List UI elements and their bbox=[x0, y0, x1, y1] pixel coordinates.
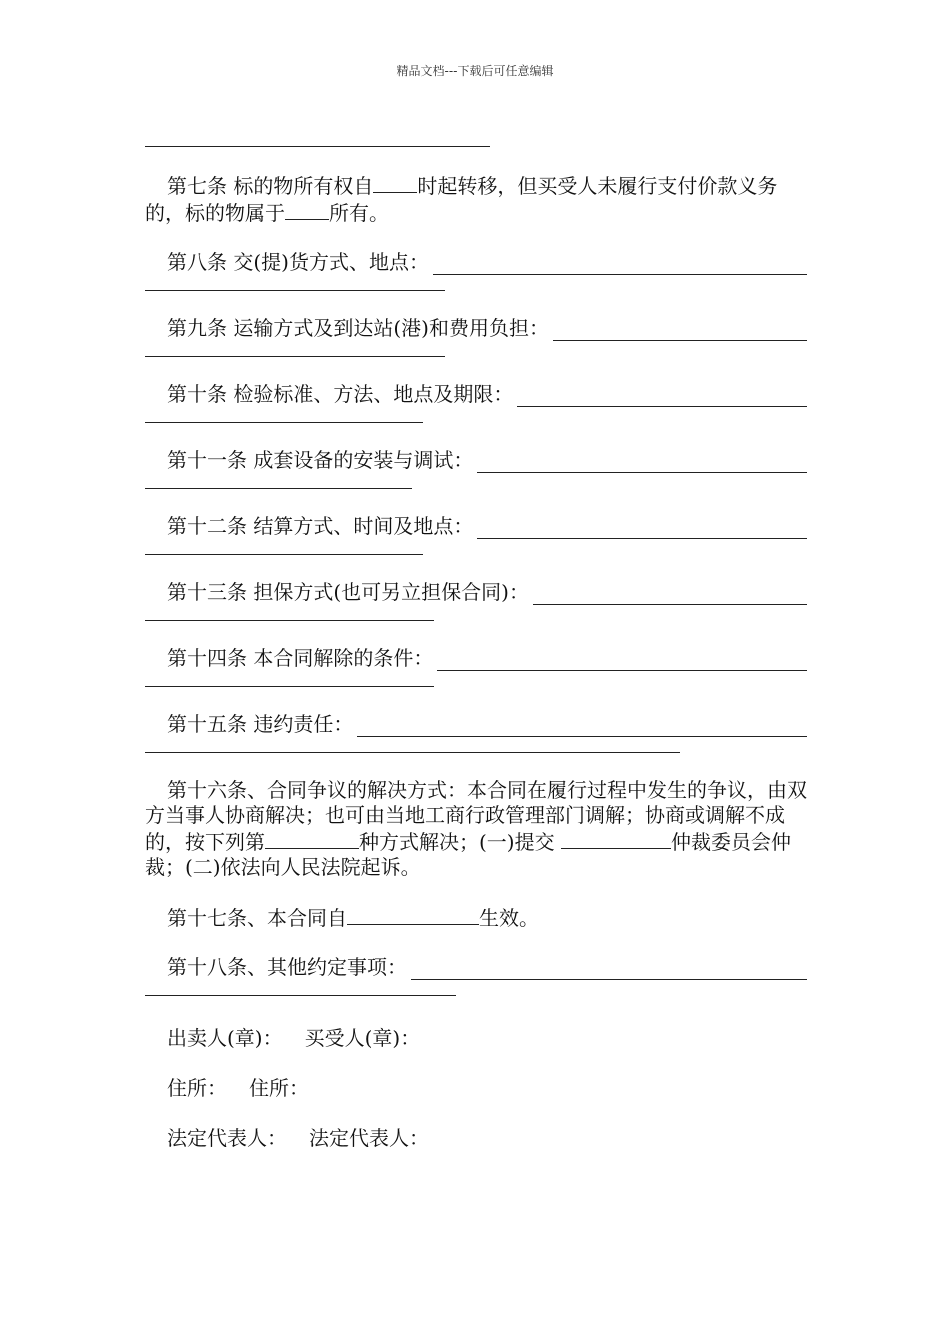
article-10-label: 第十条 检验标准、方法、地点及期限： bbox=[167, 382, 514, 406]
article-15-blank-cont bbox=[145, 737, 680, 753]
article-7-text-1: 第七条 标的物所有权自 bbox=[167, 174, 374, 198]
article-16-text-1: 第十六条、合同争议的解决方式：本合同在履行过程中发生的争议，由双方当事人协商解决；也可由当地工商行政管理部门调解；协商或调解不成的，按下列第 bbox=[145, 778, 807, 854]
blank-arbitration-committee bbox=[561, 828, 671, 849]
article-16-text-3: 仲裁委员会仲裁；(二)依法向人民法院起诉。 bbox=[145, 830, 791, 879]
article-18-label: 第十八条、其他约定事项： bbox=[167, 955, 407, 979]
signature-representative-row bbox=[145, 1126, 807, 1151]
article-14 bbox=[145, 646, 807, 687]
article-7-text-2: 时起转移，但买受人未履行支付价款义务的，标的物属于 bbox=[145, 174, 778, 225]
blank-effective-date bbox=[347, 904, 479, 925]
article-12-label: 第十二条 结算方式、时间及地点： bbox=[167, 514, 474, 538]
article-13-blank-cont bbox=[145, 605, 434, 621]
seller-representative-label: 法定代表人： bbox=[167, 1126, 287, 1150]
article-9-blank-cont bbox=[145, 341, 445, 357]
article-11-blank bbox=[477, 454, 807, 473]
blank-method-number bbox=[265, 828, 359, 849]
article-8-label: 第八条 交(提)货方式、地点： bbox=[167, 250, 429, 274]
article-15-blank bbox=[357, 718, 807, 737]
article-13-label: 第十三条 担保方式(也可另立担保合同)： bbox=[167, 580, 529, 604]
article-14-blank-cont bbox=[145, 671, 434, 687]
signature-seal-row bbox=[145, 1026, 807, 1051]
buyer-address-label: 住所： bbox=[249, 1076, 309, 1100]
article-13 bbox=[145, 580, 807, 621]
blank-owner bbox=[285, 199, 329, 220]
article-7 bbox=[145, 172, 807, 226]
article-9-label: 第九条 运输方式及到达站(港)和费用负担： bbox=[167, 316, 549, 340]
article-18-blank bbox=[411, 961, 807, 980]
article-7-text-3: 所有。 bbox=[329, 201, 389, 225]
article-8-blank bbox=[433, 256, 807, 275]
article-18-blank-cont bbox=[145, 980, 456, 996]
article-10-blank-cont bbox=[145, 407, 423, 423]
article-9 bbox=[145, 316, 807, 357]
blank-transfer-time bbox=[373, 172, 417, 193]
article-16-text-2: 种方式解决；(一)提交 bbox=[359, 830, 555, 854]
article-11-label: 第十一条 成套设备的安装与调试： bbox=[167, 448, 474, 472]
article-15 bbox=[145, 712, 807, 753]
article-16 bbox=[145, 778, 807, 880]
article-17 bbox=[145, 904, 807, 931]
seller-address-label: 住所： bbox=[167, 1076, 227, 1100]
article-8 bbox=[145, 250, 807, 291]
article-11 bbox=[145, 448, 807, 489]
seller-seal-label: 出卖人(章)： bbox=[167, 1026, 283, 1050]
article-15-label: 第十五条 违约责任： bbox=[167, 712, 354, 736]
article-10-blank bbox=[517, 388, 807, 407]
buyer-representative-label: 法定代表人： bbox=[309, 1126, 429, 1150]
continuation-line bbox=[145, 146, 490, 147]
contract-body bbox=[145, 172, 807, 1151]
article-18 bbox=[145, 955, 807, 996]
article-10 bbox=[145, 382, 807, 423]
article-12-blank-cont bbox=[145, 539, 423, 555]
article-14-label: 第十四条 本合同解除的条件： bbox=[167, 646, 434, 670]
signature-address-row bbox=[145, 1076, 807, 1101]
buyer-seal-label: 买受人(章)： bbox=[304, 1026, 421, 1050]
article-8-blank-cont bbox=[145, 275, 445, 291]
article-17-text-1: 第十七条、本合同自 bbox=[167, 906, 347, 930]
article-14-blank bbox=[437, 652, 807, 671]
article-12-blank bbox=[477, 520, 807, 539]
article-9-blank bbox=[553, 322, 807, 341]
article-13-blank bbox=[533, 586, 807, 605]
page-header: 精品文档---下载后可任意编辑 bbox=[396, 64, 554, 78]
article-17-text-2: 生效。 bbox=[479, 906, 539, 930]
article-12 bbox=[145, 514, 807, 555]
article-11-blank-cont bbox=[145, 473, 412, 489]
